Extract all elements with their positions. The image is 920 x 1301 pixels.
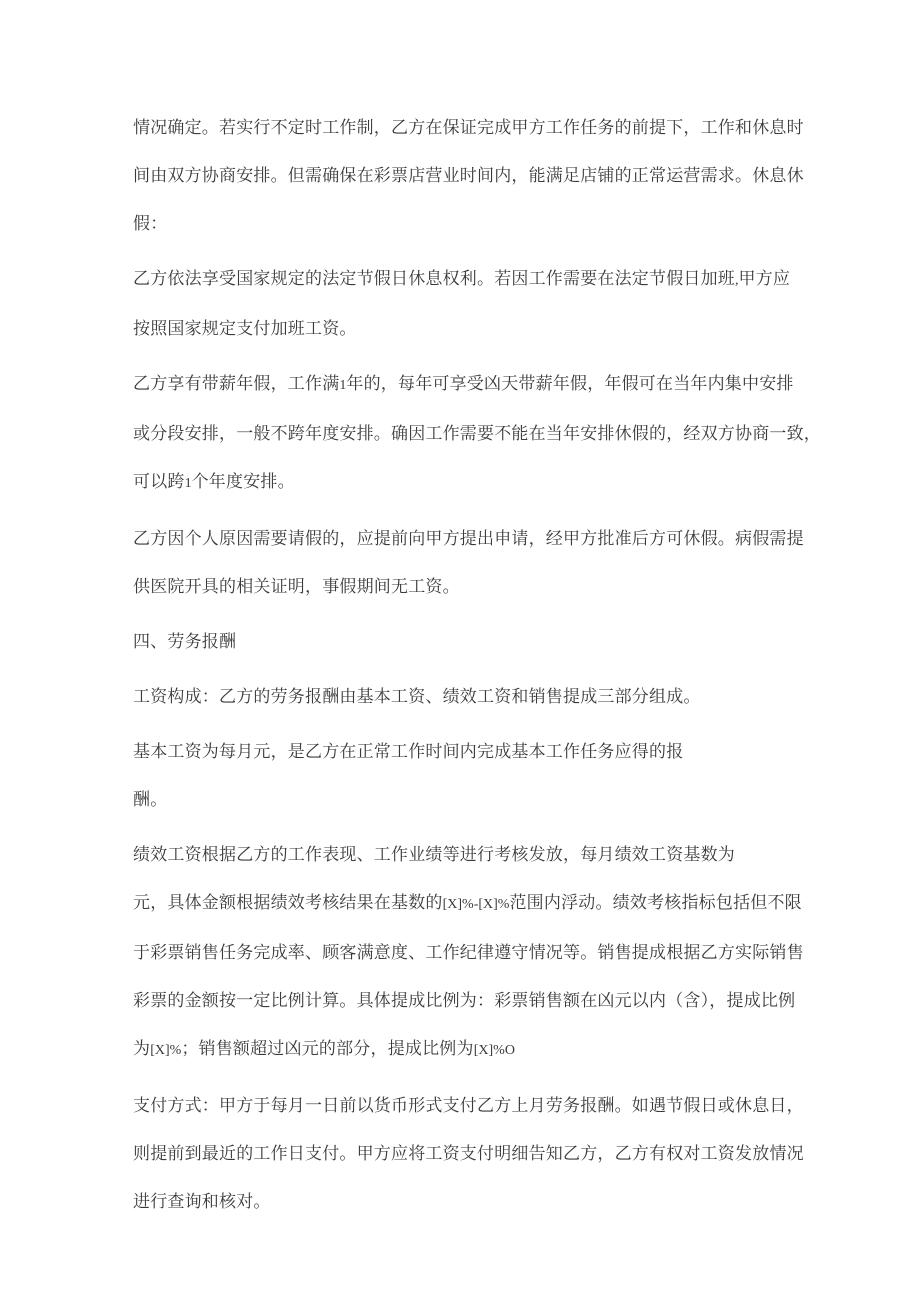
placeholder-token: [X]% (150, 1043, 182, 1058)
text-line: 彩票的金额按一定比例计算。具体提成比例为：彩票销售额在凶元以内（含），提成比例 (133, 991, 796, 1010)
text-line: 乙方因个人原因需要请假的，应提前向甲方提出申请，经甲方批准后方可休假。病假需提 (133, 529, 804, 548)
paragraph-base-wage (133, 728, 813, 824)
paragraph-working-hours-rest (133, 104, 813, 248)
placeholder-token: [X]%O (473, 1043, 515, 1058)
placeholder-token: 1 (184, 476, 192, 491)
paragraph-section-four-heading (133, 618, 813, 666)
text-line: 情况确定。若实行不定时工作制，乙方在保证完成甲方工作任务的前提下，工作和休息时 (133, 118, 804, 137)
text-line: 按照国家规定支付加班工资。 (133, 319, 357, 338)
text-line: 绩效工资根据乙方的工作表现、工作业绩等进行考核发放，每月绩效工资基数为 (133, 845, 735, 864)
text-line: 乙方依法享受国家规定的法定节假日休息权利。若因工作需要在法定节假日加班,甲方应 (133, 269, 791, 288)
paragraph-performance-wage-and-commission (133, 831, 813, 1075)
placeholder-token: [X]%-[X]% (442, 897, 510, 912)
text-line: 为[X]%；销售额超过凶元的部分，提成比例为[X]%O (133, 1039, 515, 1058)
document-body (133, 104, 821, 1233)
paragraph-paid-annual-leave (133, 360, 821, 508)
paragraph-statutory-holidays (133, 255, 813, 353)
text-line: 间由双方协商安排。但需确保在彩票店营业时间内，能满足店铺的正常运营需求。休息休 (133, 166, 804, 185)
paragraph-payment-method (133, 1082, 813, 1226)
text-line: 于彩票销售任务完成率、顾客满意度、工作纪律遵守情况等。销售提成根据乙方实际销售 (133, 943, 804, 962)
placeholder-token: 1 (339, 378, 347, 393)
text-line: 四、劳务报酬 (133, 632, 237, 651)
text-line: 可以跨1个年度安排。 (133, 472, 295, 491)
text-line: 基本工资为每月元，是乙方在正常工作时间内完成基本工作任务应得的报 (133, 742, 684, 761)
text-line: 或分段安排，一般不跨年度安排。确因工作需要不能在当年安排休假的，经双方协商一致， (133, 424, 821, 443)
text-line: 工资构成：乙方的劳务报酬由基本工资、绩效工资和销售提成三部分组成。 (133, 687, 701, 706)
text-line: 支付方式：甲方于每月一日前以货币形式支付乙方上月劳务报酬。如遇节假日或休息日， (133, 1096, 804, 1115)
text-line: 假： (133, 214, 168, 233)
text-line: 酬。 (133, 790, 168, 809)
text-line: 进行查询和核对。 (133, 1192, 271, 1211)
text-line: 供医院开具的相关证明，事假期间无工资。 (133, 577, 460, 596)
paragraph-wage-composition (133, 673, 813, 721)
paragraph-personal-leave (133, 515, 813, 611)
placeholder-token: , (735, 273, 739, 288)
text-line: 则提前到最近的工作日支付。甲方应将工资支付明细告知乙方，乙方有权对工资发放情况 (133, 1144, 804, 1163)
text-line: 元，具体金额根据绩效考核结果在基数的[X]%-[X]%范围内浮动。绩效考核指标包括但不限 (133, 893, 802, 912)
text-line: 乙方享有带薪年假，工作满1年的，每年可享受凶天带薪年假，年假可在当年内集中安排 (133, 374, 794, 393)
